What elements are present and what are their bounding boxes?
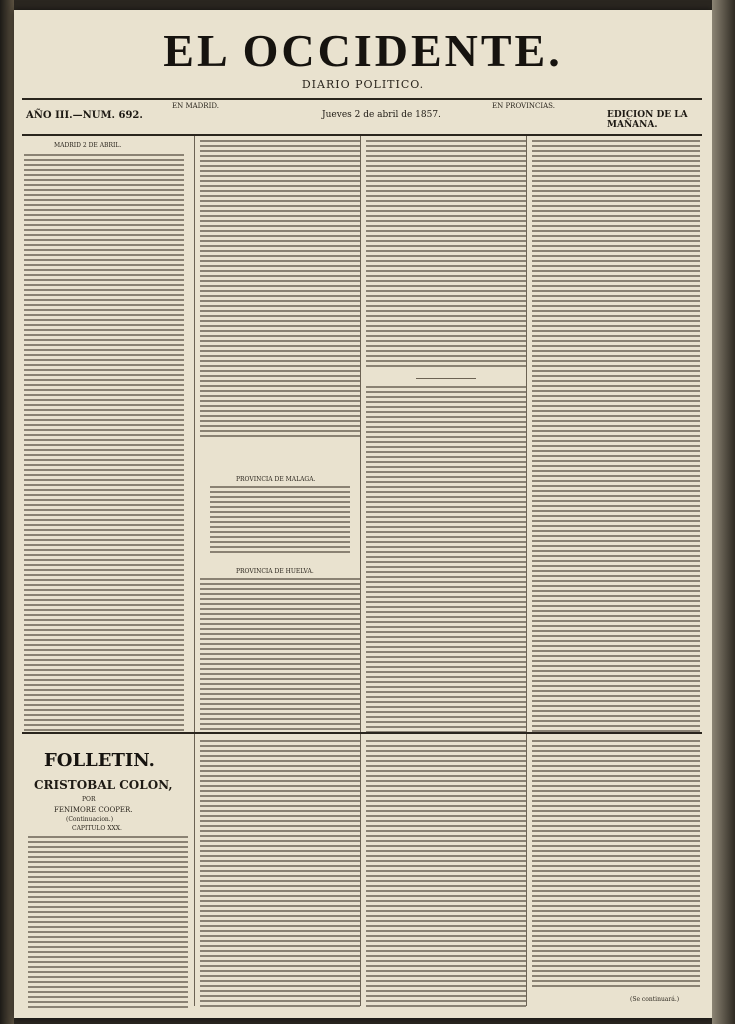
article-text-block [366, 386, 526, 732]
column-divider [194, 136, 195, 1006]
article-text-block [200, 140, 360, 440]
candidate-list [210, 486, 350, 556]
newspaper-page [14, 10, 712, 1018]
column-divider [360, 136, 361, 1006]
feuilleton-author: FENIMORE COOPER. [54, 806, 133, 814]
issue-date: Jueves 2 de abril de 1857. [322, 110, 441, 120]
article-dateline: MADRID 2 DE ABRIL. [54, 142, 122, 149]
feuilleton-text [28, 836, 188, 1008]
feuilleton-title: CRISTOBAL COLON, [34, 778, 173, 792]
edition-label: EDICION DE LA MAÑANA. [607, 110, 688, 130]
feuilleton-text [200, 740, 360, 1008]
issue-number: AÑO III.—NUM. 692. [26, 110, 143, 121]
book-spine [0, 0, 14, 1024]
feuilleton-text [366, 740, 526, 1008]
provincias-subscription-heading: EN PROVINCIAS. [492, 102, 555, 110]
feuilleton-continuation: (Continuacion.) [66, 816, 114, 823]
feuilleton-closing: (Se continuará.) [630, 996, 680, 1003]
madrid-subscription-fineprint [132, 112, 262, 126]
province-heading: PROVINCIA DE MALAGA. [236, 476, 316, 483]
page-edge [712, 0, 735, 1024]
issue-info-bar [22, 98, 702, 136]
feuilleton-by: POR [82, 796, 96, 803]
provincias-subscription-fineprint [452, 112, 582, 126]
article-text-block [24, 154, 184, 732]
newspaper-title: EL OCCIDENTE. [163, 25, 563, 76]
article-text-block [200, 578, 360, 730]
feuilleton-chapter: CAPITULO XXX. [72, 825, 122, 832]
newspaper-subtitle: DIARIO POLITICO. [301, 78, 425, 91]
column-divider [526, 136, 527, 1006]
feuilleton-heading: FOLLETIN. [44, 750, 155, 771]
article-text-block [532, 140, 700, 732]
madrid-subscription-heading: EN MADRID. [172, 102, 219, 110]
article-text-block [366, 140, 526, 370]
section-rule [416, 378, 476, 379]
feuilleton-text [532, 740, 700, 990]
province-heading: PROVINCIA DE HUELVA. [236, 568, 314, 575]
